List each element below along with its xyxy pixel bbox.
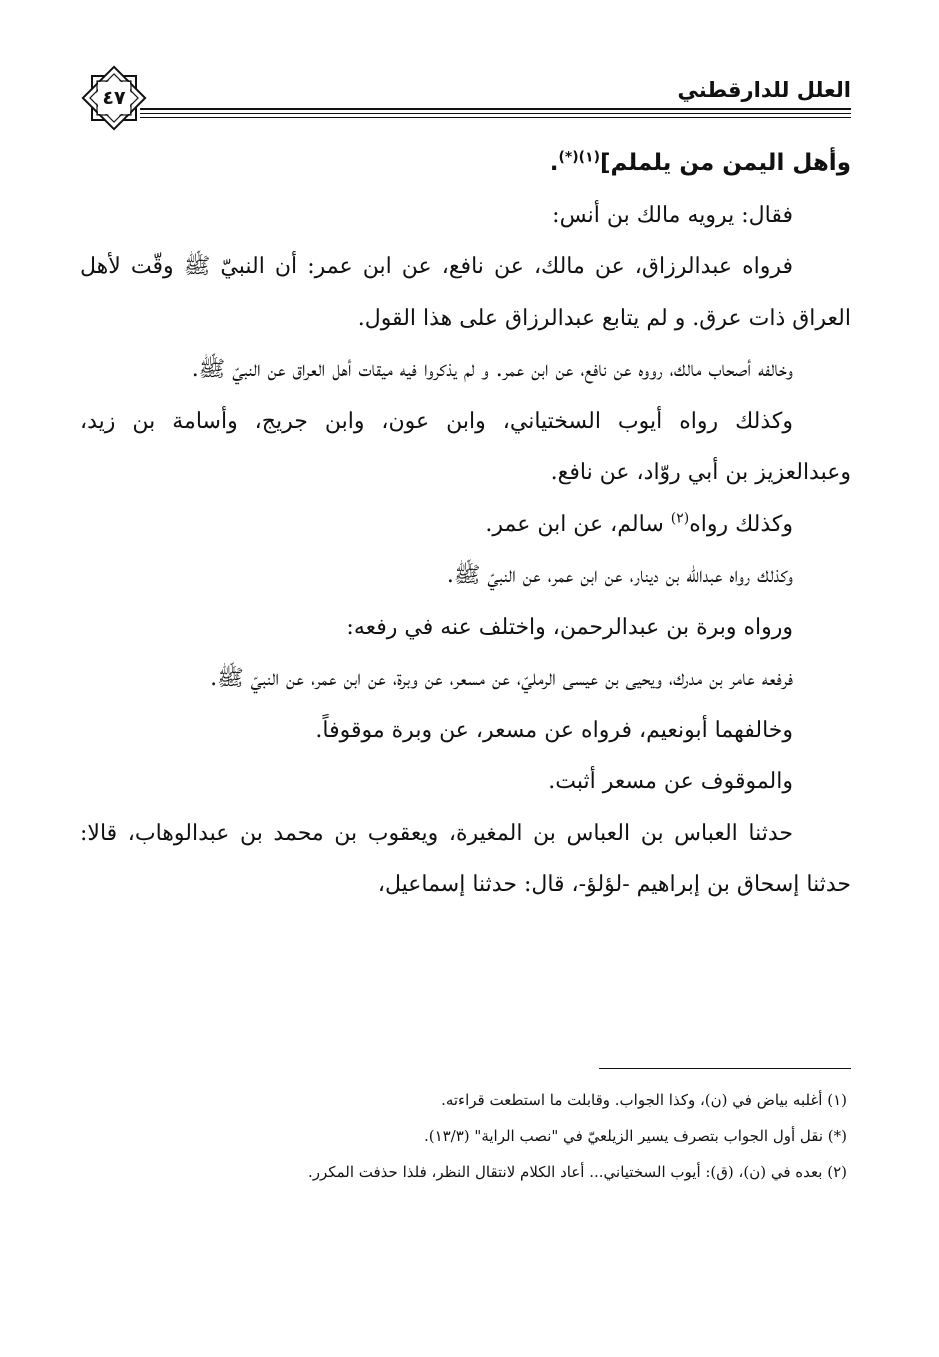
paragraph: [80, 499, 851, 551]
paragraph-text: سالم، عن ابن عمر.: [485, 511, 671, 537]
footnote-reference: (٢): [670, 510, 690, 527]
paragraph-text: وكذلك رواه: [689, 511, 793, 537]
paragraph: وخالفه أصحاب مالك، رووه عن نافع، عن ابن عمر. و لم يذكروا فيه ميقات أهل العراق عن النبيّ ﷺ.: [191, 357, 793, 382]
footnote-separator: [599, 1068, 851, 1069]
footnote: (*) نقل أول الجواب بتصرف يسير الزيلعيّ في "نصب الراية" (١٣/٣).: [423, 1127, 847, 1145]
footnote-reference: (١)(*): [558, 149, 600, 166]
heading-tail: .: [549, 150, 559, 176]
paragraph: فرواه عبدالرزاق، عن مالك، عن نافع، عن ابن عمر: أن النبيّ ﷺ وقّت لأهل العراق ذات عرق. و لم يتابع عبدالرزاق على هذا القول.: [80, 254, 851, 331]
page-number: ٤٧: [102, 87, 126, 109]
header-rule: [140, 108, 851, 110]
paragraph: وكذلك رواه عبدالله بن دينار، عن ابن عمر، عن النبيّ ﷺ.: [446, 563, 793, 588]
header-rule: [140, 113, 851, 114]
footnotes: [80, 1082, 847, 1190]
paragraph: وكذلك رواه أيوب السختياني، وابن عون، وابن جريج، وأسامة بن زيد، وعبدالعزيز بن أبي روّاد، عن نافع.: [80, 408, 851, 485]
running-header-title: العلل للدارقطني: [677, 78, 851, 102]
paragraph: ورواه وبرة بن عبدالرحمن، واختلف عنه في رفعه:: [346, 614, 793, 640]
section-heading: [80, 138, 851, 190]
paragraph: والموقوف عن مسعر أثبت.: [548, 769, 793, 794]
header-rule: [140, 117, 851, 118]
footnote: (١) أغلبه بياض في (ن)، وكذا الجواب. وقابلت ما استطعت قراءته.: [441, 1091, 847, 1109]
paragraph: فرفعه عامر بن مدرك، ويحيى بن عيسى الرمليّ، عن مسعر، عن وبرة، عن ابن عمر، عن النبيّ ﷺ.: [210, 666, 793, 691]
paragraph: حدثنا العباس بن العباس بن المغيرة، ويعقوب بن محمد بن عبدالوهاب، قالا: حدثنا إسحاق بن إبراهيم -لؤلؤ-، قال: حدثنا إسماعيل،: [80, 820, 851, 897]
paragraph: وخالفهما أبونعيم، فرواه عن مسعر، عن وبرة موقوفاً.: [315, 717, 793, 743]
paragraph: فقال: يرويه مالك بن أنس:: [552, 202, 793, 228]
footnote: (٢) بعده في (ن)، (ق): أيوب السختياني... أعاد الكلام لانتقال النظر، فلذا حذفت المكرر.: [308, 1163, 847, 1181]
heading-text: وأهل اليمن من يلملم]: [599, 150, 851, 176]
main-text: [80, 138, 851, 911]
